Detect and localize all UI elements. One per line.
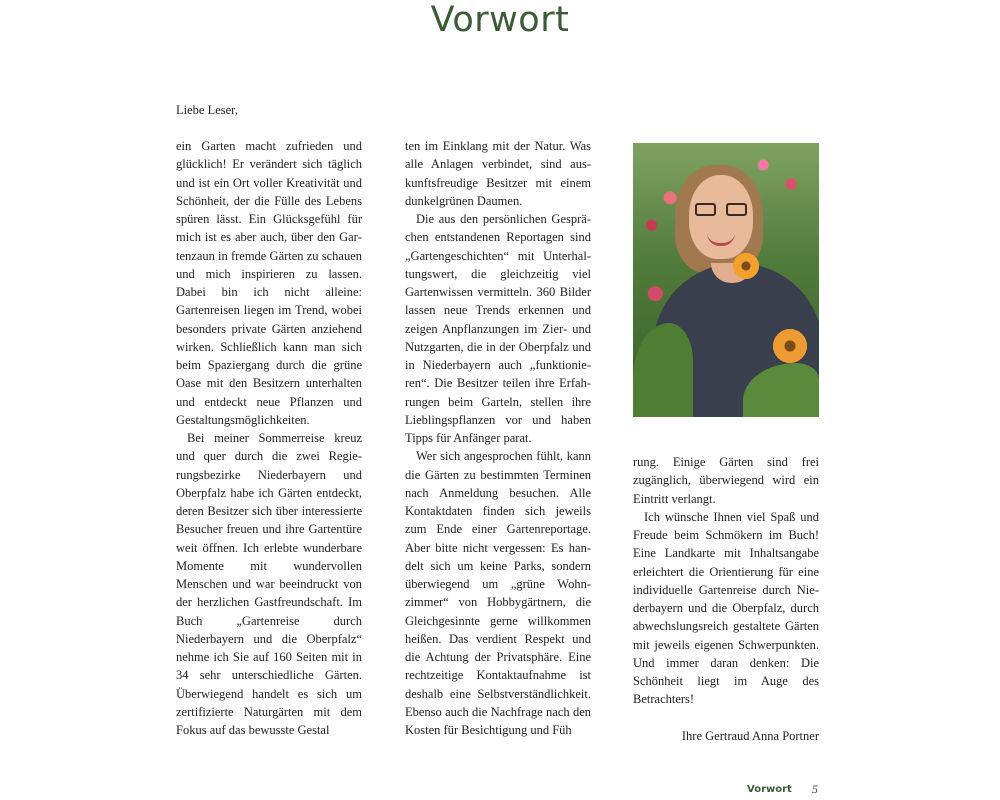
- flower-icon: [733, 253, 759, 279]
- text-column-2: [405, 137, 591, 739]
- paragraph: Bei meiner Sommerreise kreuz und quer durch die zwei Regierungsbezirke Niederbayern und Oberpfalz habe ich Gärten entdeckt, deren Besitzer sich über interessierte Besucher freuen und ihre Gartentüre weit öffnen. Ich erlebte wunderbare Momente mit wundervollen Menschen und war beeindruckt von der herzlichen Gastfreundschaft. Im Buch „Gartenreise durch Niederbayern und die Oberpfalz“ nehme ich Sie auf 160 Seiten mit in 34 sehr unterschiedliche Gärten. Überwiegend handelt es sich um zertifizierte Naturgärten mit dem Fokus auf das bewusste Gestal: [176, 431, 362, 737]
- greeting: Liebe Leser,: [176, 103, 238, 117]
- signature: Ihre Gertraud Anna Portner: [681, 728, 819, 743]
- photo-leaf: [633, 323, 693, 417]
- photo-face: [689, 175, 753, 259]
- paragraph: Die aus den persönlichen Gesprächen entstandenen Reportagen sind „Gartengeschichten“ mit Unterhaltungswert, die gleichzeitig viel Gartenwissen vermitteln. 360 Bilder lassen neue Trends erkennen und zeigen Anpflanzungen im Zier- und Nutzgarten, die in der Oberpfalz und in Niederbayern auch „funktionieren“. Die Besitzer teilen ihre Erfahrungen beim Garteln, stellen ihre Lieblingspflanzen vor und haben Tipps für Anfänger parat.: [405, 212, 591, 445]
- text-column-3: [633, 453, 819, 745]
- page-number: 5: [812, 782, 818, 796]
- paragraph: ten im Einklang mit der Natur. Was alle Anlagen verbindet, sind auskunftsfreudige Besitzer mit einem dunkelgrünen Daumen.: [405, 139, 591, 208]
- paragraph: Ich wünsche Ihnen viel Spaß und Freude beim Schmökern im Buch! Eine Landkarte mit Inhaltsangabe erleichtert die Orientierung für eine individuelle Gartenreise durch Niederbayern und die Oberpfalz, durch abwechslungsreich gestaltete Gärten mit jeweils eigenen Schwerpunkten. Und immer daran denken: Die Schönheit liegt im Auge des Betrachters!: [633, 509, 819, 707]
- paragraph: rung. Einige Gärten sind frei zugänglich, überwiegend wird ein Eintritt verlangt.: [633, 455, 819, 506]
- photo-glasses: [695, 203, 747, 217]
- page-title: Vorwort: [430, 0, 570, 40]
- paragraph: Wer sich angesprochen fühlt, kann die Gärten zu bestimmten Terminen nach Anmeldung besuchen. Alle Kontaktdaten finden sich jeweils zum Ende einer Gartenreportage. Aber bitte nicht vergessen: Es handelt sich um keine Parks, sondern überwiegend um „grüne Wohnzimmer“ von Hobbygärtnern, die Gleichgesinnte gerne willkommen heißen. Das verdient Respekt und die Achtung der Privatsphäre. Eine rechtzeitige Kontaktaufnahme ist deshalb eine Selbstverständlichkeit. Ebenso auch die Nachfrage nach den Kosten für Besichtigung und Füh: [405, 449, 591, 737]
- author-photo: [633, 143, 819, 417]
- text-column-1: [176, 137, 362, 739]
- paragraph: ein Garten macht zufrieden und glücklich! Er verändert sich täglich und ist ein Ort voller Kreativität und Schönheit, der die Fülle des Lebens spüren lässt. Ein Glücksgefühl für mich ist es aber auch, über den Gartenzaun in fremde Gärten zu schauen und mich inspirieren zu lassen. Dabei bin ich nicht alleine: Gartenreisen liegen im Trend, wobei besonders private Gärten anziehend wirken. Schließlich kann man sich beim Spaziergang durch die grüne Oase mit den Besitzern unterhalten und entdeckt neue Pflanzen und Gestaltungsmöglichkeiten.: [176, 139, 362, 427]
- flower-icon: [773, 329, 807, 363]
- footer-section-label: Vorwort: [747, 784, 792, 795]
